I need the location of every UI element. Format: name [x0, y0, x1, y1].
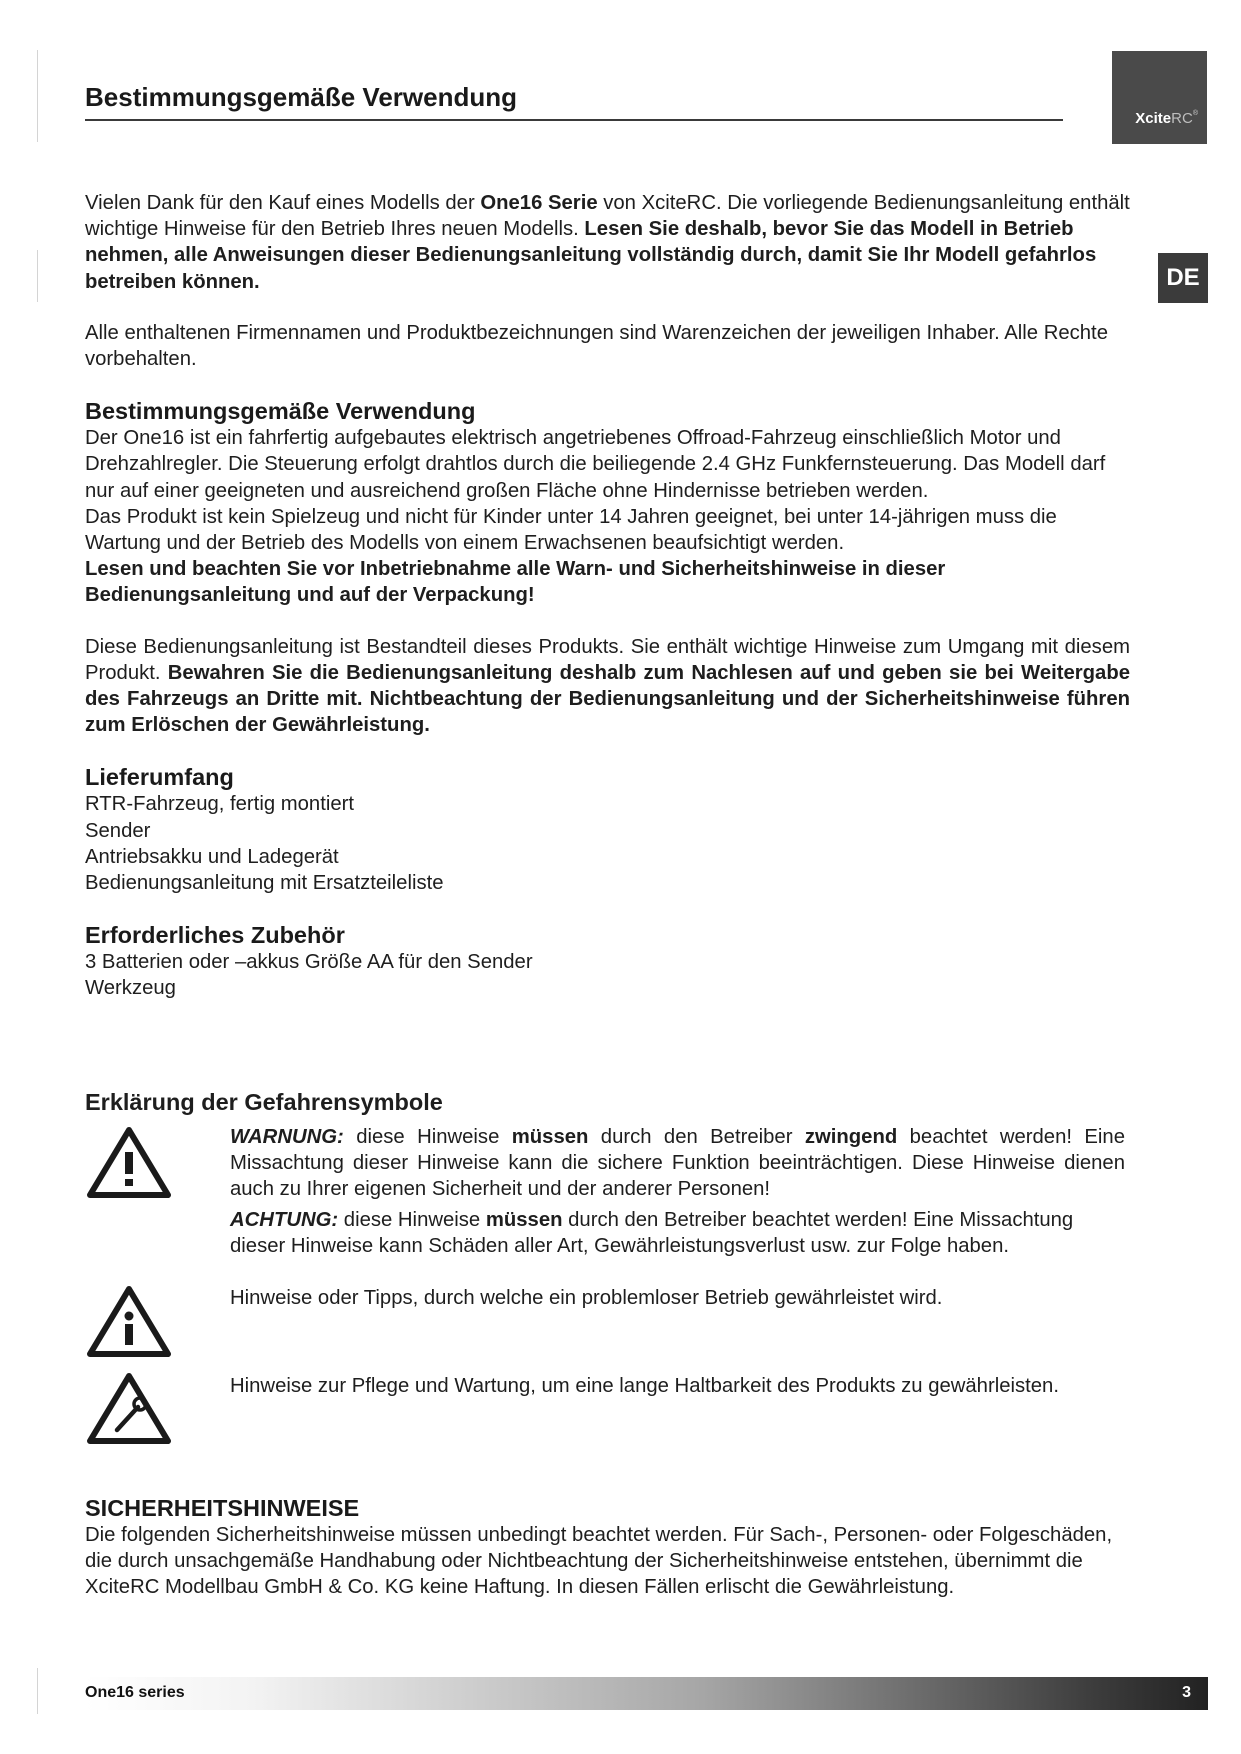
accessories-list [85, 949, 1130, 1001]
maintenance-text: Hinweise zur Pflege und Wartung, um eine lange Haltbarkeit des Produkts zu gewährleisten. [230, 1375, 1059, 1397]
usage-paragraph-2: Das Produkt ist kein Spielzeug und nicht für Kinder unter 14 Jahren geeignet, bei unter 14-jährigen muss die Wartung und der Betrieb des Modells von einem Erwachsenen beaufsichtigt werden. [85, 505, 1057, 555]
wrench-triangle-icon [85, 1370, 173, 1446]
list-item: Bedienungsanleitung mit Ersatzteileliste [85, 872, 444, 895]
footer-bar [85, 1677, 1208, 1710]
margin-line-bottom [37, 1668, 38, 1714]
scope-heading: Lieferumfang [85, 764, 234, 791]
caution-text: ACHTUNG: diese Hinweise müssen durch den Betreiber beachtet werden! Eine Missachtung dieser Hinweise kann Schäden aller Art, Gewährleistungsverlust usw. zur Folge haben. [230, 1209, 1074, 1258]
safety-paragraph: Die folgenden Sicherheitshinweise müssen unbedingt beachtet werden. Für Sach-, Personen- oder Folgeschäden, die durch unsachgemäße Handhabung oder Nichtbeachtung der Sicherheitshinweise entstehen, übernimmt die XciteRC Modellbau GmbH & Co. KG keine Haftung. In diesen Fällen erlischt die Gewährleistung. [85, 1524, 1113, 1599]
usage-paragraph-4: Diese Bedienungsanleitung ist Bestandteil dieses Produkts. Sie enthält wichtige Hinweise zum Umgang mit diesem Produkt. Bewahren Sie die Bedienungsanleitung deshalb zum Nachlesen auf und geben sie bei Weitergabe des Fahrzeugs an Dritte mit. Nichtbeachtung der Bedienungsanleitung und der Sicherheitshinweise führen zum Erlöschen der Gewährleistung. [85, 635, 1130, 737]
usage-paragraph-1: Der One16 ist ein fahrfertig aufgebautes elektrisch angetriebenes Offroad-Fahrzeug einschließlich Motor und Drehzahlregler. Die Steuerung erfolgt drahtlos durch die beiliegende 2.4 GHz Funkfernsteuerung. Das Modell darf nur auf einer geeigneten und ausreichend großen Fläche ohne Hindernisse betrieben werden. [85, 427, 1106, 502]
list-item: Sender [85, 819, 151, 842]
usage-paragraph-3: Lesen und beachten Sie vor Inbetriebnahme alle Warn- und Sicherheitshinweise in dieser Bedienungsanleitung und auf der Verpackung! [85, 558, 946, 607]
list-item: Antriebsakku und Ladegerät [85, 845, 339, 868]
page-number: 3 [1182, 1684, 1191, 1701]
trademark-paragraph: Alle enthaltenen Firmennamen und Produktbezeichnungen sind Warenzeichen der jeweiligen Inhaber. Alle Rechte vorbehalten. [85, 321, 1108, 371]
language-tab: DE [1158, 253, 1208, 303]
warning-text: WARNUNG: diese Hinweise müssen durch den Betreiber zwingend beachtet werden! Eine Missachtung dieser Hinweise kann die sichere Funktion beeinträchtigen. Diese Hinweise dienen auch zu Ihrer eigenen Sicherheit und der anderer Personen! [230, 1126, 1125, 1201]
list-item: RTR-Fahrzeug, fertig montiert [85, 793, 355, 816]
hazard-symbols-section [85, 1088, 1130, 1397]
warning-triangle-icon [85, 1124, 173, 1200]
page-title: Bestimmungsgemäße Verwendung [85, 82, 517, 112]
margin-line-mid [37, 250, 38, 302]
brand-logo-text: XciteRC® [1135, 110, 1198, 127]
usage-heading: Bestimmungsgemäße Verwendung [85, 398, 476, 425]
list-item: 3 Batterien oder –akkus Größe AA für den Sender [85, 951, 533, 974]
info-text: Hinweise oder Tipps, durch welche ein problemloser Betrieb gewährleistet wird. [230, 1287, 943, 1309]
safety-section [85, 1494, 1130, 1601]
title-underline [85, 119, 1063, 121]
info-triangle-icon [85, 1283, 173, 1359]
list-item: Werkzeug [85, 977, 176, 1000]
accessories-heading: Erforderliches Zubehör [85, 922, 345, 949]
footer-series: One16 series [85, 1684, 185, 1701]
symbols-heading: Erklärung der Gefahrensymbole [85, 1089, 443, 1115]
brand-logo [1112, 51, 1207, 144]
intro-paragraph: Vielen Dank für den Kauf eines Modells der One16 Serie von XciteRC. Die vorliegende Bedienungsanleitung enthält wichtige Hinweise für den Betrieb Ihres neuen Modells. Lesen Sie deshalb, bevor Sie das Modell in Betrieb nehmen, alle Anweisungen dieser Bedienungsanleitung vollständig durch, damit Sie Ihr Modell gefahrlos betreiben können. [85, 192, 1130, 293]
margin-line-top [37, 50, 38, 142]
scope-list [85, 791, 1130, 896]
main-content [85, 190, 1130, 1002]
safety-heading: SICHERHEITSHINWEISE [85, 1495, 360, 1521]
